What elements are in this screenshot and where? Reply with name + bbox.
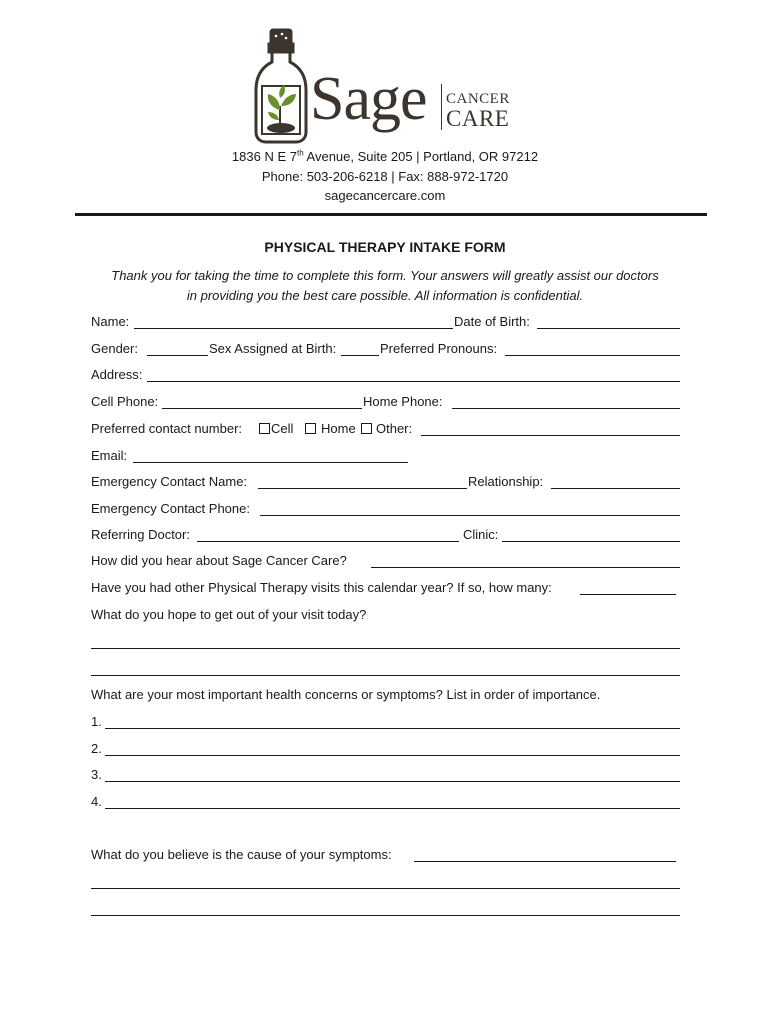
- clinic-field[interactable]: [502, 541, 680, 542]
- emergency-phone-field[interactable]: [260, 515, 680, 516]
- pronouns-field[interactable]: [505, 355, 680, 356]
- sex-assigned-label: Sex Assigned at Birth:: [209, 341, 337, 356]
- form-intro-line-1: Thank you for taking the time to complete this form. Your answers will greatly assist our doctors: [111, 268, 659, 283]
- emergency-name-field[interactable]: [258, 488, 467, 489]
- referring-doctor-field[interactable]: [197, 541, 459, 542]
- clinic-phone-fax: Phone: 503-206-6218 | Fax: 888-972-1720: [261, 169, 509, 184]
- concern-number-3: 3.: [91, 767, 102, 782]
- clinic-address: 1836 N E 7th Avenue, Suite 205 | Portland, OR 97212: [231, 148, 539, 164]
- symptom-cause-line-2[interactable]: [91, 888, 680, 889]
- cell-option-label: Cell: [271, 421, 294, 436]
- preferred-contact-label: Preferred contact number:: [91, 421, 243, 436]
- cell-phone-label: Cell Phone:: [91, 394, 159, 409]
- home-checkbox[interactable]: [305, 423, 316, 434]
- form-intro-line-2: in providing you the best care possible. All information is confidential.: [186, 288, 584, 303]
- referral-source-label: How did you hear about Sage Cancer Care?: [91, 553, 347, 568]
- visit-goals-label: What do you hope to get out of your visit today?: [91, 607, 367, 622]
- referral-source-field[interactable]: [371, 567, 680, 568]
- name-field[interactable]: [134, 328, 453, 329]
- home-phone-label: Home Phone:: [363, 394, 443, 409]
- email-field[interactable]: [133, 462, 408, 463]
- concern-number-4: 4.: [91, 794, 102, 809]
- symptom-cause-field[interactable]: [414, 861, 676, 862]
- other-option-label: Other:: [376, 421, 413, 436]
- visit-goals-line-1[interactable]: [91, 648, 680, 649]
- pt-visits-label: Have you had other Physical Therapy visits this calendar year? If so, how many:: [91, 580, 552, 595]
- emergency-phone-label: Emergency Contact Phone:: [91, 501, 250, 516]
- address-label: Address:: [91, 367, 143, 382]
- brand-name: Sage: [310, 65, 427, 133]
- brand-divider: [441, 84, 442, 130]
- home-option-label: Home: [321, 421, 356, 436]
- symptom-cause-label: What do you believe is the cause of your symptoms:: [91, 847, 392, 862]
- visit-goals-line-2[interactable]: [91, 675, 680, 676]
- concern-field-3[interactable]: [105, 781, 680, 782]
- symptom-cause-line-3[interactable]: [91, 915, 680, 916]
- address-field[interactable]: [147, 381, 680, 382]
- other-contact-field[interactable]: [421, 435, 680, 436]
- brand-cancer-text: CANCER: [446, 91, 510, 107]
- concern-field-4[interactable]: [105, 808, 680, 809]
- brand-care-text: CARE: [446, 106, 510, 131]
- emergency-name-label: Emergency Contact Name:: [91, 474, 248, 489]
- concern-number-2: 2.: [91, 741, 102, 756]
- concern-number-1: 1.: [91, 714, 102, 729]
- clinic-label: Clinic:: [463, 527, 499, 542]
- cell-checkbox[interactable]: [259, 423, 270, 434]
- header-divider: [75, 213, 707, 216]
- dob-field[interactable]: [537, 328, 680, 329]
- concern-field-2[interactable]: [105, 755, 680, 756]
- referring-doctor-label: Referring Doctor:: [91, 527, 190, 542]
- name-label: Name:: [91, 314, 130, 329]
- cell-phone-field[interactable]: [162, 408, 362, 409]
- clinic-website[interactable]: sagecancercare.com: [324, 188, 446, 203]
- gender-field[interactable]: [147, 355, 208, 356]
- other-checkbox[interactable]: [361, 423, 372, 434]
- relationship-label: Relationship:: [468, 474, 544, 489]
- pronouns-label: Preferred Pronouns:: [380, 341, 498, 356]
- health-concerns-label: What are your most important health concerns or symptoms? List in order of importance.: [91, 687, 601, 702]
- concern-field-1[interactable]: [105, 728, 680, 729]
- email-label: Email:: [91, 448, 128, 463]
- gender-label: Gender:: [91, 341, 138, 356]
- pt-visits-field[interactable]: [580, 594, 676, 595]
- dob-label: Date of Birth:: [454, 314, 530, 329]
- relationship-field[interactable]: [551, 488, 680, 489]
- sex-assigned-field[interactable]: [341, 355, 379, 356]
- form-title: PHYSICAL THERAPY INTAKE FORM: [264, 239, 506, 255]
- home-phone-field[interactable]: [452, 408, 680, 409]
